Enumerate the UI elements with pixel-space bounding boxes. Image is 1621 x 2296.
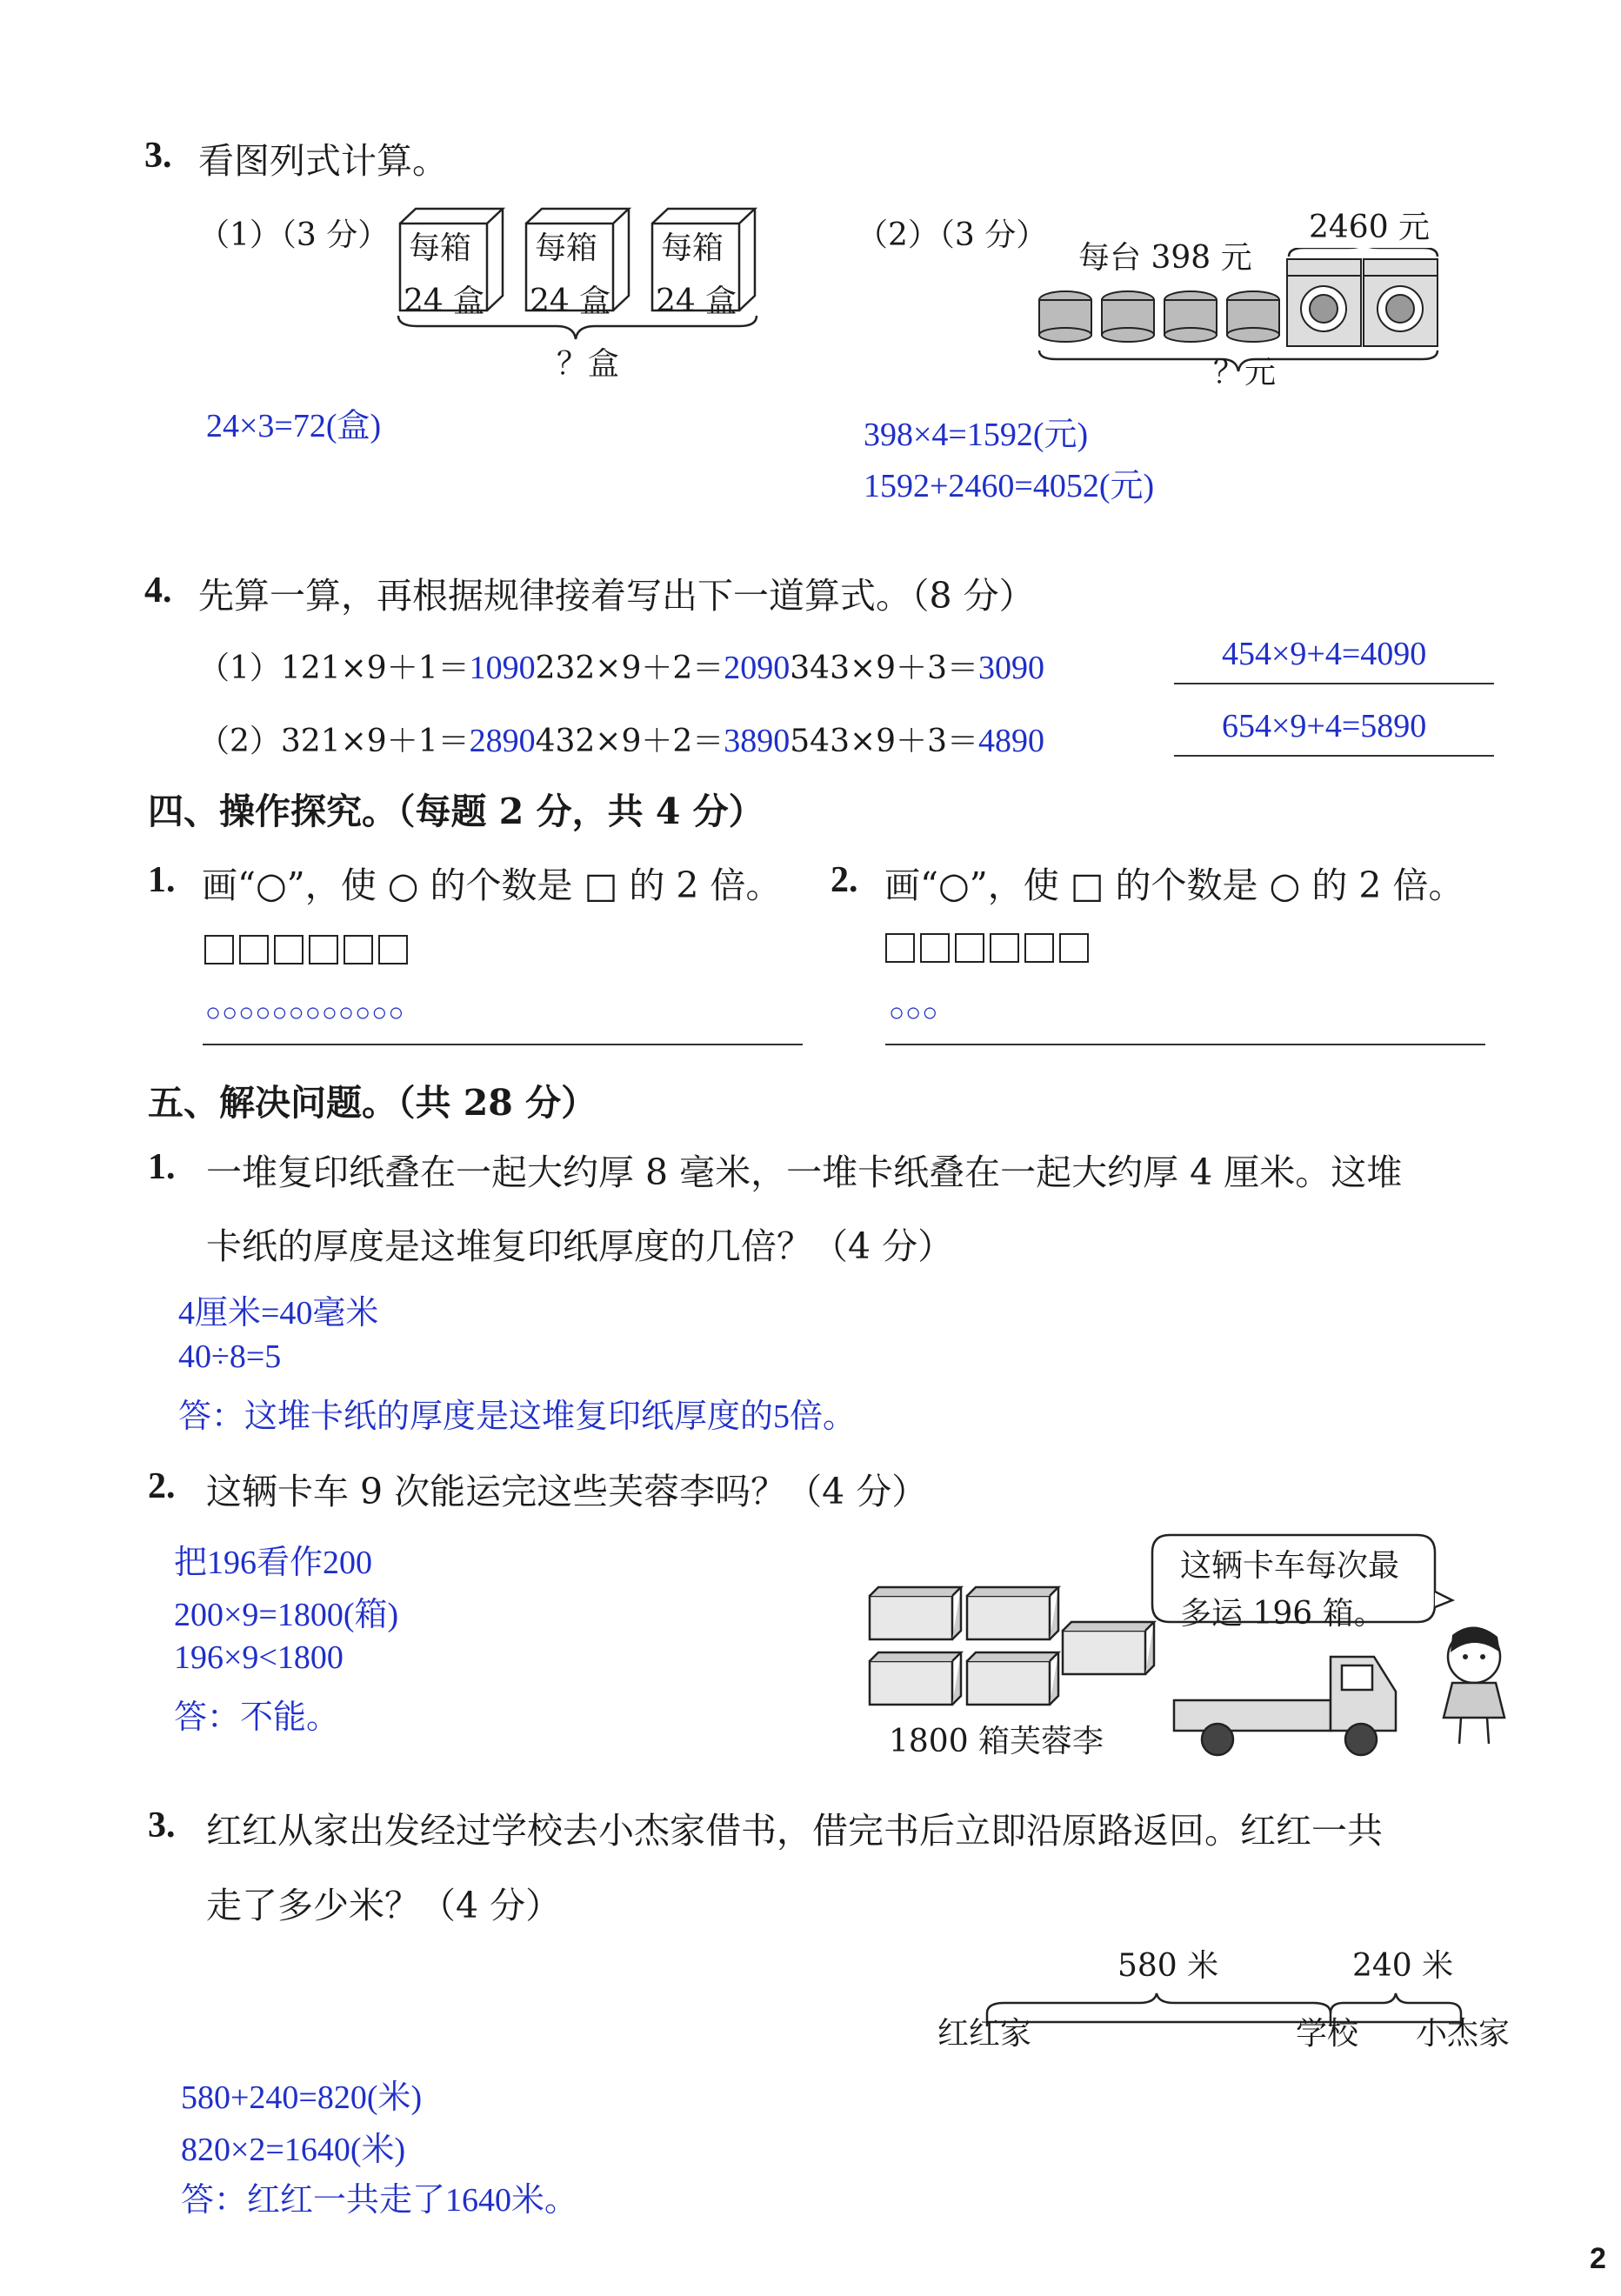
route-place-xiaojie: 小杰家 [1416, 2016, 1511, 2052]
sec4-q2-squares [885, 933, 1094, 963]
route-place-home: 红红家 [937, 2016, 1032, 2052]
sec5-q2-text: 这辆卡车 9 次能运完这些芙蓉李吗？（4 分） [206, 1471, 928, 1512]
sec5-q3-answer1: 580+240=820(米) [181, 2079, 423, 2116]
boxes-count-label: 1800 箱芙蓉李 [889, 1724, 1104, 1759]
sec5-q3-answer2: 820×2=1640(米) [181, 2132, 406, 2168]
sec4-q1-number: 1. [148, 860, 176, 900]
box1-line2: 24 盒 [404, 284, 485, 319]
q4-row2-ans2: 3890 [724, 723, 790, 759]
sec4-q1-line [203, 1044, 803, 1045]
truck-speech-line2: 多运 196 箱。 [1180, 1596, 1385, 1632]
q4-row1-ans1: 1090 [469, 650, 536, 686]
q3-part2-answer1: 398×4=1592(元) [864, 417, 1089, 453]
q4-row2-label: （2） [198, 724, 281, 759]
q4-row1-expr3: 343×9＋3＝ [790, 651, 978, 686]
sec5-q2-answer3: 196×9<1800 [174, 1639, 344, 1676]
sec4-q2-text: 画“○”，使 □ 的个数是 ○ 的 2 倍。 [884, 864, 1464, 906]
sec5-q2-answer4: 答：不能。 [174, 1699, 340, 1736]
sec5-q3-line1: 红红从家出发经过学校去小杰家借书，借完书后立即沿原路返回。红红一共 [206, 1810, 1383, 1852]
route-segment1-length: 580 米 [1117, 1948, 1219, 1984]
sec5-q1-answer2: 40÷8=5 [178, 1338, 282, 1375]
q3-title: 看图列式计算。 [198, 140, 448, 182]
sec4-q2-answer: ○○○ [889, 998, 939, 1027]
section4-title: 四、操作探究。（每题 2 分，共 4 分） [148, 791, 764, 832]
sec4-q2-number: 2. [831, 860, 858, 900]
q3-part1-answer: 24×3=72(盒) [206, 408, 382, 444]
sec5-q1-line1: 一堆复印纸叠在一起大约厚 8 毫米，一堆卡纸叠在一起大约厚 4 厘米。这堆 [206, 1151, 1403, 1193]
sec5-q1-number: 1. [148, 1147, 176, 1187]
q4-row1-next: 454×9+4=4090 [1222, 636, 1427, 672]
route-place-school: 学校 [1296, 2016, 1359, 2052]
q3-part2-answer2: 1592+2460=4052(元) [864, 468, 1155, 504]
sec5-q1-line2: 卡纸的厚度是这堆复印纸厚度的几倍？（4 分） [206, 1225, 954, 1267]
sec5-q3-answer3: 答：红红一共走了1640米。 [181, 2182, 578, 2219]
q4-row1-expr1: 121×9＋1＝ [280, 651, 470, 686]
q4-row1-answer-line [1174, 683, 1494, 684]
rice-cooker-price: 每台 398 元 [1078, 240, 1252, 276]
q4-row1 [198, 644, 1044, 688]
q3-part1-question: ？盒 [557, 346, 620, 382]
section5-title: 五、解决问题。（共 28 分） [148, 1082, 597, 1124]
route-segment2-length: 240 米 [1352, 1948, 1454, 1984]
sec4-q1-squares [204, 935, 413, 964]
sec5-q3-line2: 走了多少米？（4 分） [206, 1885, 562, 1926]
sec5-q2-answer1: 把196看作200 [174, 1545, 373, 1581]
box1-line1: 每箱 [409, 230, 472, 266]
sec5-q3-number: 3. [148, 1805, 176, 1845]
sec5-q1-answer1: 4厘米=40毫米 [178, 1295, 379, 1332]
washer-price: 2460 元 [1309, 210, 1431, 245]
q4-row2-ans1: 2890 [469, 723, 536, 759]
box2-line1: 每箱 [535, 230, 598, 266]
sec4-q1-text: 画“○”，使 ○ 的个数是 □ 的 2 倍。 [202, 864, 782, 906]
box3-line2: 24 盒 [656, 284, 737, 319]
q4-row2 [198, 717, 1044, 761]
sec5-q1-answer3: 答：这堆卡纸的厚度是这堆复印纸厚度的5倍。 [178, 1398, 857, 1435]
q4-row2-next: 654×9+4=5890 [1222, 708, 1427, 744]
sec4-q1-answer: ○○○○○○○○○○○○ [205, 998, 405, 1027]
q4-number: 4. [144, 571, 172, 611]
sec4-q2-line [885, 1044, 1485, 1045]
q4-row2-expr2: 432×9＋2＝ [535, 724, 724, 759]
q4-row2-expr3: 543×9＋3＝ [790, 724, 978, 759]
q3-part1-label: （1）（3 分） [198, 217, 390, 253]
q4-row1-expr2: 232×9＋2＝ [535, 651, 724, 686]
q3-number: 3. [144, 136, 172, 176]
box3-line1: 每箱 [661, 230, 724, 266]
q4-row1-label: （1） [198, 651, 281, 686]
sec5-q2-number: 2. [148, 1466, 176, 1506]
q4-row1-ans2: 2090 [724, 650, 790, 686]
q4-row1-ans3: 3090 [977, 650, 1044, 686]
page-number: 2 [1590, 2242, 1606, 2275]
q4-row2-expr1: 321×9＋1＝ [280, 724, 470, 759]
q3-part2-question: ？元 [1213, 355, 1277, 390]
q4-row2-answer-line [1174, 755, 1494, 757]
box2-line2: 24 盒 [530, 284, 611, 319]
sec5-q2-answer2: 200×9=1800(箱) [174, 1597, 399, 1633]
q3-part2-label: （2）（3 分） [857, 217, 1048, 253]
q4-row2-ans3: 4890 [977, 723, 1044, 759]
truck-speech-line1: 这辆卡车每次最 [1180, 1548, 1400, 1584]
q4-title: 先算一算，再根据规律接着写出下一道算式。（8 分） [198, 575, 1035, 617]
